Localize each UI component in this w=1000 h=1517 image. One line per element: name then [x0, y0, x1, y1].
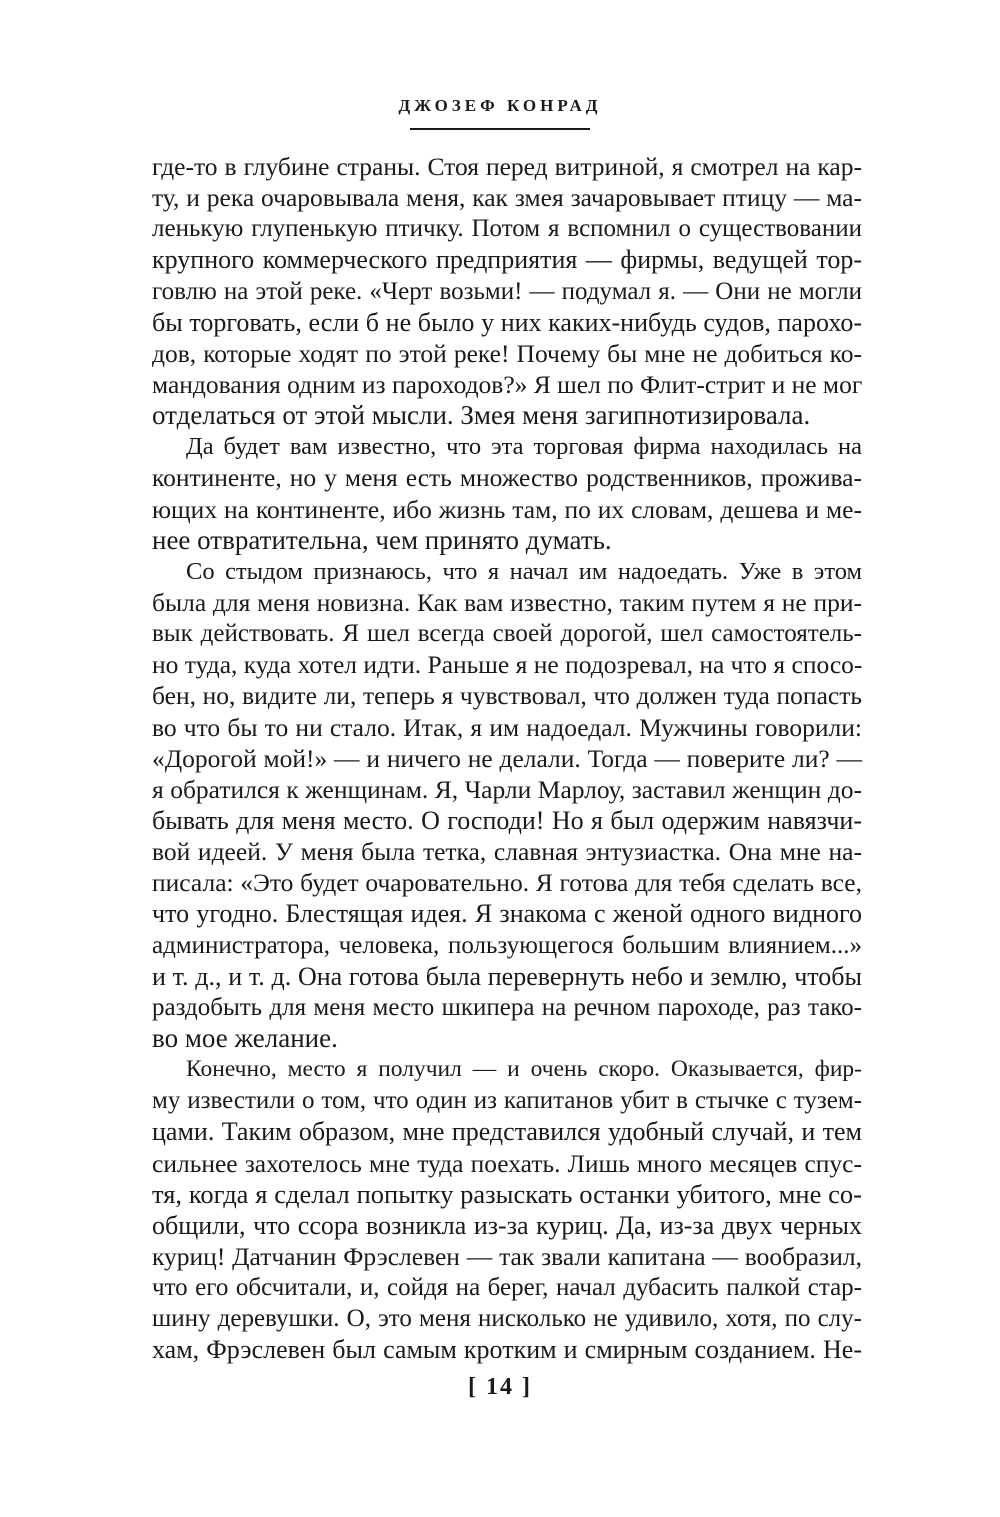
body-text — [152, 151, 862, 1365]
paragraph — [152, 151, 862, 431]
text-line: «Дорогой мой!» — и ничего не делали. Тогда — поверите ли? — — [152, 743, 862, 773]
text-line: крупного коммерческого предприятия — фирмы, ведущей тор- — [152, 245, 862, 275]
text-line: му известили о том, что один из капитанов убит в стычке с тузем- — [152, 1087, 862, 1115]
text-line: бен, но, видите ли, теперь я чувствовал, что должен туда попасть — [152, 681, 862, 711]
text-line: ту, и река очаровывала меня, как змея зачаровывает птицу — ма- — [152, 183, 862, 213]
text-line: писала: «Это будет очаровательно. Я готова для тебя сделать все, — [152, 868, 862, 898]
text-line: но туда, куда хотел идти. Раньше я не подозревал, на что я спосо- — [152, 650, 863, 680]
text-line: континенте, но у меня есть множество родственников, прожива- — [152, 463, 862, 493]
text-line: раздобыть для меня место шкипера на речном пароходе, раз тако- — [152, 993, 862, 1021]
text-line: ленькую глупенькую птичку. Потом я вспомнил о существовании — [152, 215, 862, 243]
text-line: вой идеей. У меня была тетка, славная энтузиастка. Она мне на- — [152, 837, 862, 867]
text-line: во мое желание. — [152, 1022, 338, 1053]
text-line: общили, что ссора возникла из-за куриц. Да, из-за двух черных — [152, 1210, 862, 1240]
text-line: нее отвратительна, чем принято думать. — [152, 524, 612, 555]
text-line: и т. д., и т. д. Она готова была перевернуть небо и землю, чтобы — [152, 961, 862, 991]
text-line: я обратился к женщинам. Я, Чарли Марлоу, заставил женщин до- — [152, 774, 862, 804]
text-line: администратора, человека, пользующегося большим влиянием...» — [152, 931, 862, 959]
text-line: была для меня новизна. Как вам известно, таким путем я не при- — [152, 587, 862, 617]
text-line: во что бы то ни стало. Итак, я им надоедал. Мужчины говорили: — [152, 712, 862, 742]
text-line: ющих на континенте, ибо жизнь там, по их словам, дешева и ме- — [152, 494, 862, 524]
text-line: вык действовать. Я шел всегда своей дорогой, шел самостоятель- — [152, 620, 862, 648]
text-line: хам, Фрэслевен был самым кротким и смирным созданием. Не- — [152, 1335, 862, 1365]
text-line: тя, когда я сделал попытку разыскать останки убитого, мне со- — [152, 1178, 862, 1209]
text-line: Конечно, место я получил — и очень скоро. Оказывается, фир- — [186, 1056, 862, 1083]
text-line: Да будет вам известно, что эта торговая фирма находилась на — [186, 433, 862, 461]
header-rule — [410, 128, 590, 130]
text-line: что угодно. Блестящая идея. Я знакома с женой одного видного — [152, 899, 862, 929]
text-line: бы торговать, если б не было у них каких-нибудь судов, парохо- — [152, 307, 862, 337]
running-head: ДЖОЗЕФ КОНРАД — [398, 96, 602, 115]
text-line: дов, которые ходят по этой реке! Почему бы мне не добиться ко- — [152, 338, 862, 368]
text-line: что его обсчитали, и, сойдя на берег, начал дубасить палкой стар- — [152, 1274, 862, 1302]
paragraph — [152, 1054, 862, 1365]
paragraph — [152, 556, 862, 1054]
text-line: отделаться от этой мысли. Змея меня загипнотизировала. — [152, 400, 811, 431]
text-line: цами. Таким образом, мне представился удобный случай, и тем — [152, 1117, 862, 1147]
text-line: Со стыдом признаюсь, что я начал им надоедать. Уже в этом — [186, 557, 862, 585]
page-number: [ 14 ] — [468, 1374, 532, 1400]
text-line: сильнее захотелось мне туда поехать. Лишь много месяцев спус- — [152, 1148, 862, 1178]
text-line: бывать для меня место. О господи! Но я был одержим навязчи- — [152, 805, 862, 835]
text-line: говлю на этой реке. «Черт возьми! — подумал я. — Они не могли — [152, 277, 862, 305]
text-line: где-то в глубине страны. Стоя перед витриной, я смотрел на кар- — [152, 152, 862, 181]
text-line: шину деревушки. О, это меня нисколько не удивило, хотя, по слу- — [152, 1305, 862, 1333]
text-line: куриц! Датчанин Фрэслевен — так звали капитана — вообразил, — [152, 1241, 862, 1271]
paragraph — [152, 431, 862, 556]
text-line: мандования одним из пароходов?» Я шел по Флит-стрит и не мог — [152, 369, 863, 399]
